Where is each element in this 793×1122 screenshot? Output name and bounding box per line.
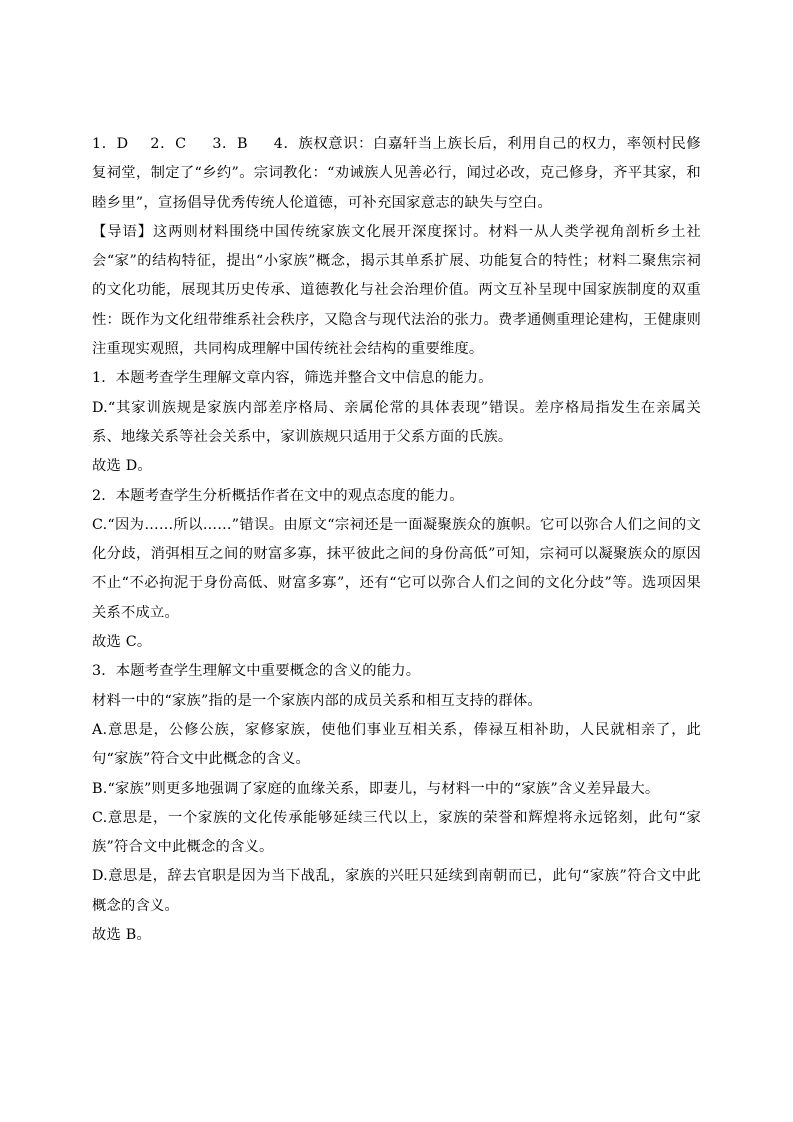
answer-1-number: 1． [92,136,117,152]
answer-2-value: C [175,136,187,152]
question3-option-a: A.意思是，公修公族，家修家族，使他们事业互相关系，俸禄互相补助，人民就相亲了，此句“家族”符合文中此概念的含义。 [92,721,701,768]
question3-analysis: 3．本题考查学生理解文中重要概念的含义的能力。 [92,663,421,680]
guiyu-paragraph: 【导语】这两则材料围绕中国传统家族文化展开深度探讨。材料一从人类学视角剖析乡土社会“家”的结构特征，提出“小家族”概念，揭示其单系扩展、功能复合的特性；材料二聚焦宗祠的文化功能，展现其历史传承、道德教化与社会治理价值。两文互补呈现中国家族制度的双重性：既作为文化纽带维系社会秩序，又隐含与现代法治的张力。费孝通侧重理论建构，王健康则注重现实观照，共同构成理解中国传统社会结构的重要维度。 [92,223,701,358]
answer-4-value: 族权意识：白嘉轩当上族长后，利用自己的权力，率领村民修复祠堂，制定了“乡约”。宗词教化：“劝诫族人见善必行，闻过必改，克己修身，齐平其家，和睦乡里”，宣扬倡导优秀传统人伦道德，可补充国家意志的缺失与空白。 [92,136,702,211]
document-body [92,130,701,950]
question3-premise: 材料一中的“家族”指的是一个家族内部的成员关系和相互支持的群体。 [92,692,542,709]
answer-3-value: B [236,136,248,152]
question2-analysis: 2．本题考查学生分析概括作者在文中的观点态度的能力。 [92,487,464,504]
answer-3-number: 3． [212,136,237,152]
question2-option-c: C.“因为……所以……”错误。由原文“宗祠还是一面凝聚族众的旗帜。它可以弥合人们之间的文化分歧，消弭相互之间的财富多寡，抹平彼此之间的身份高低”可知，宗祠可以凝聚族众的原因不止“不必拘泥于身份高低、财富多寡”，还有“它可以弥合人们之间的文化分歧”等。选项因果关系不成立。 [92,516,701,621]
answer-1-value: D [116,136,129,152]
question1-analysis: 1．本题考查学生理解文章内容，筛选并整合文中信息的能力。 [92,370,493,387]
question2-conclusion: 故选 C。 [92,634,152,651]
question3-option-d: D.意思是，辞去官职是因为当下战乱，家族的兴旺只延续到南朝而已，此句“家族”符合文中此概念的含义。 [92,868,701,914]
answer-4-number: 4． [273,136,299,152]
question3-conclusion: 故选 B。 [92,927,151,944]
question3-option-c: C.意思是，一个家族的文化传承能够延续三代以上，家族的荣誉和辉煌将永远铭刻，此句“家族”符合文中此概念的含义。 [92,809,701,856]
question1-option-d: D.“其家训族规是家族内部差序格局、亲属伦常的具体表现”错误。差序格局指发生在亲属关系、地缘关系等社会关系中，家训族规只适用于父系方面的氏族。 [92,399,701,445]
answers-line [92,130,701,218]
question3-option-b: B.“家族”则更多地强调了家庭的血缘关系，即妻儿，与材料一中的“家族”含义差异最大。 [92,780,660,797]
question1-conclusion: 故选 D。 [92,458,152,475]
answer-2-number: 2． [150,136,176,152]
